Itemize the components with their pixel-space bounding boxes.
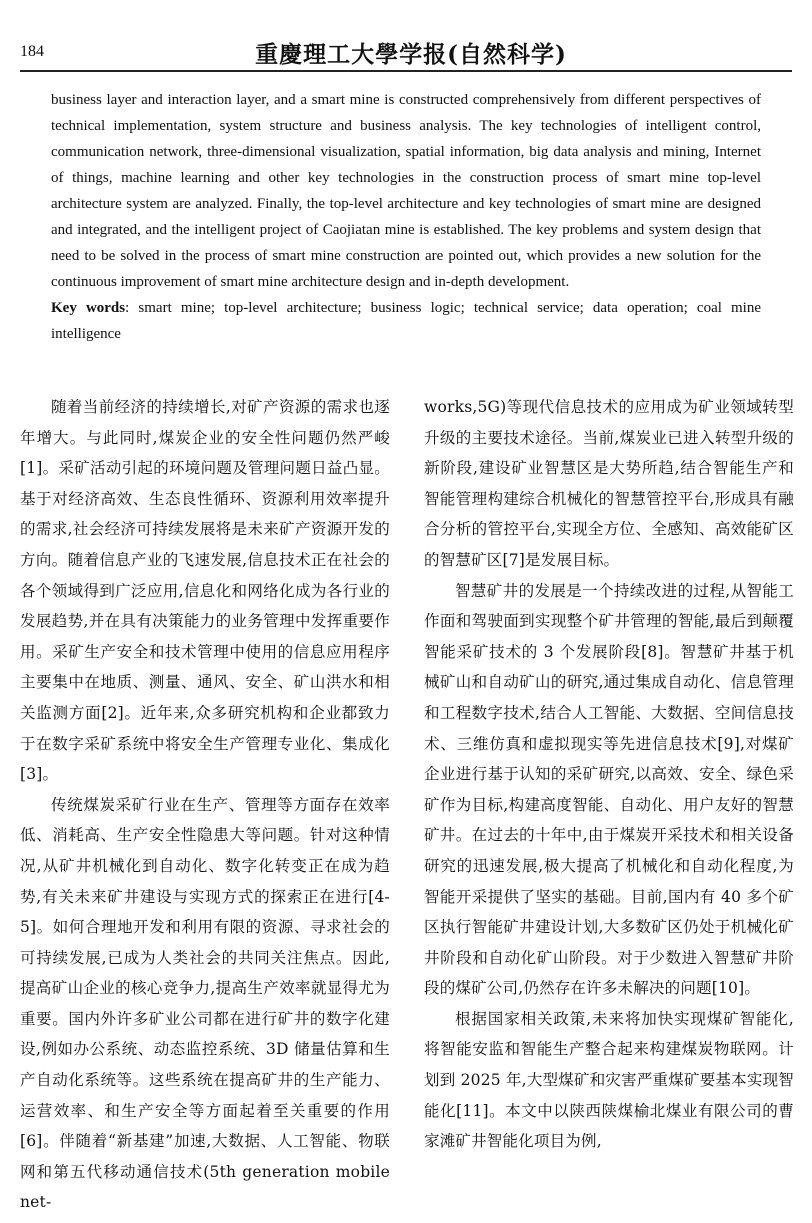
- keywords-line: Key words: smart mine; top-level architecture; business logic; technical service; data operation; coal mine intelligence: [51, 300, 762, 342]
- page-number: 184: [20, 43, 44, 60]
- journal-title: 重慶理工大學学报(自然科学): [255, 41, 567, 68]
- keywords-text: smart mine; top-level architecture; business logic; technical service; data operation; coal mine intelligence: [51, 300, 762, 342]
- body-paragraph: 传统煤炭采矿行业在生产、管理等方面存在效率低、消耗高、生产安全性隐患大等问题。针对这种情况,从矿井机械化到自动化、数字化转变正在成为趋势,有关未来矿井建设与实现方式的探索正在进行[4-5]。如何合理地开发和利用有限的资源、寻求社会的可持续发展,已成为人类社会的共同关注焦点。因此,提高矿山企业的核心竞争力,提高生产效率就显得尤为重要。国内外许多矿业公司都在进行矿井的数字化建设,例如办公系统、动态监控系统、3D 储量估算和生产自动化系统等。这些系统在提高矿井的生产能力、运营效率、和生产安全等方面起着至关重要的作用[6]。伴随着“新基建”加速,大数据、人工智能、物联网和第五代移动通信技术(5th generation mobile net-: [20, 795, 390, 1212]
- body-paragraph: 根据国家相关政策,未来将加快实现煤矿智能化,将智能安监和智能生产整合起来构建煤炭物联网。计划到 2025 年,大型煤矿和灾害严重煤矿要基本实现智能化[11]。本文中以陕西陕煤榆北煤业有限公司的曹家滩矿井智能化项目为例,: [424, 1009, 794, 1151]
- header-rule: [20, 70, 792, 72]
- body-left-column: [20, 392, 390, 1218]
- keywords-label: Key words: [51, 300, 126, 316]
- body-paragraph: 随着当前经济的持续增长,对矿产资源的需求也逐年增大。与此同时,煤炭企业的安全性问题仍然严峻[1]。采矿活动引起的环境问题及管理问题日益凸显。基于对经济高效、生态良性循环、资源利用效率提升的需求,社会经济可持续发展将是未来矿产资源开发的方向。随着信息产业的飞速发展,信息技术正在社会的各个领域得到广泛应用,信息化和网络化成为各行业的发展趋势,并在具有决策能力的业务管理中发挥重要作用。采矿生产安全和技术管理中使用的信息应用程序主要集中在地质、测量、通风、安全、矿山洪水和相关监测方面[2]。近年来,众多研究机构和企业都致力于在数字采矿系统中将安全生产管理专业化、集成化[3]。: [20, 398, 390, 784]
- english-abstract: [51, 87, 761, 347]
- body-right-column: [424, 392, 794, 1157]
- page-header: [0, 0, 812, 72]
- body-paragraph: 智慧矿井的发展是一个持续改进的过程,从智能工作面和驾驶面到实现整个矿井管理的智能,最后到颠覆智能采矿技术的 3 个发展阶段[8]。智慧矿井基于机械矿山和自动矿山的研究,通过集成自动化、信息管理和工程数字技术,结合人工智能、大数据、空间信息技术、三维仿真和虚拟现实等先进信息技术[9],对煤矿企业进行基于认知的采矿研究,以高效、安全、绿色采矿作为目标,构建高度智能、自动化、用户友好的智慧矿井。在过去的十年中,由于煤炭开采技术和相关设备研究的迅速发展,极大提高了机械化和自动化程度,为智能开采提供了坚实的基础。目前,国内有 40 多个矿区执行智能矿井建设计划,大多数矿区仍处于机械化矿井阶段和自动化矿山阶段。对于少数进入智慧矿井阶段的煤矿公司,仍然存在许多未解决的问题[10]。: [424, 581, 794, 998]
- body-paragraph: works,5G)等现代信息技术的应用成为矿业领域转型升级的主要技术途径。当前,煤炭业已进入转型升级的新阶段,建设矿业智慧区是大势所趋,结合智能生产和智能管理构建综合机械化的智慧管控平台,形成具有融合分析的管控平台,实现全方位、全感知、高效能矿区的智慧矿区[7]是发展目标。: [424, 398, 794, 569]
- abstract-text: business layer and interaction layer, and a smart mine is constructed comprehensively from different perspectives of technical implementation, system structure and business analysis. The key technologies of intelligent control, communication network, three-dimensional visualization, spatial information, big data analysis and mining, Internet of things, machine learning and other key technologies in the construction process of smart mine top-level architecture system are analyzed. Finally, the top-level architecture and key technologies of smart mine are designed and integrated, and the intelligent project of Caojiatan mine is established. The key problems and system design that need to be solved in the process of smart mine construction are pointed out, which provides a new solution for the continuous improvement of smart mine architecture design and in-depth development.: [51, 92, 761, 290]
